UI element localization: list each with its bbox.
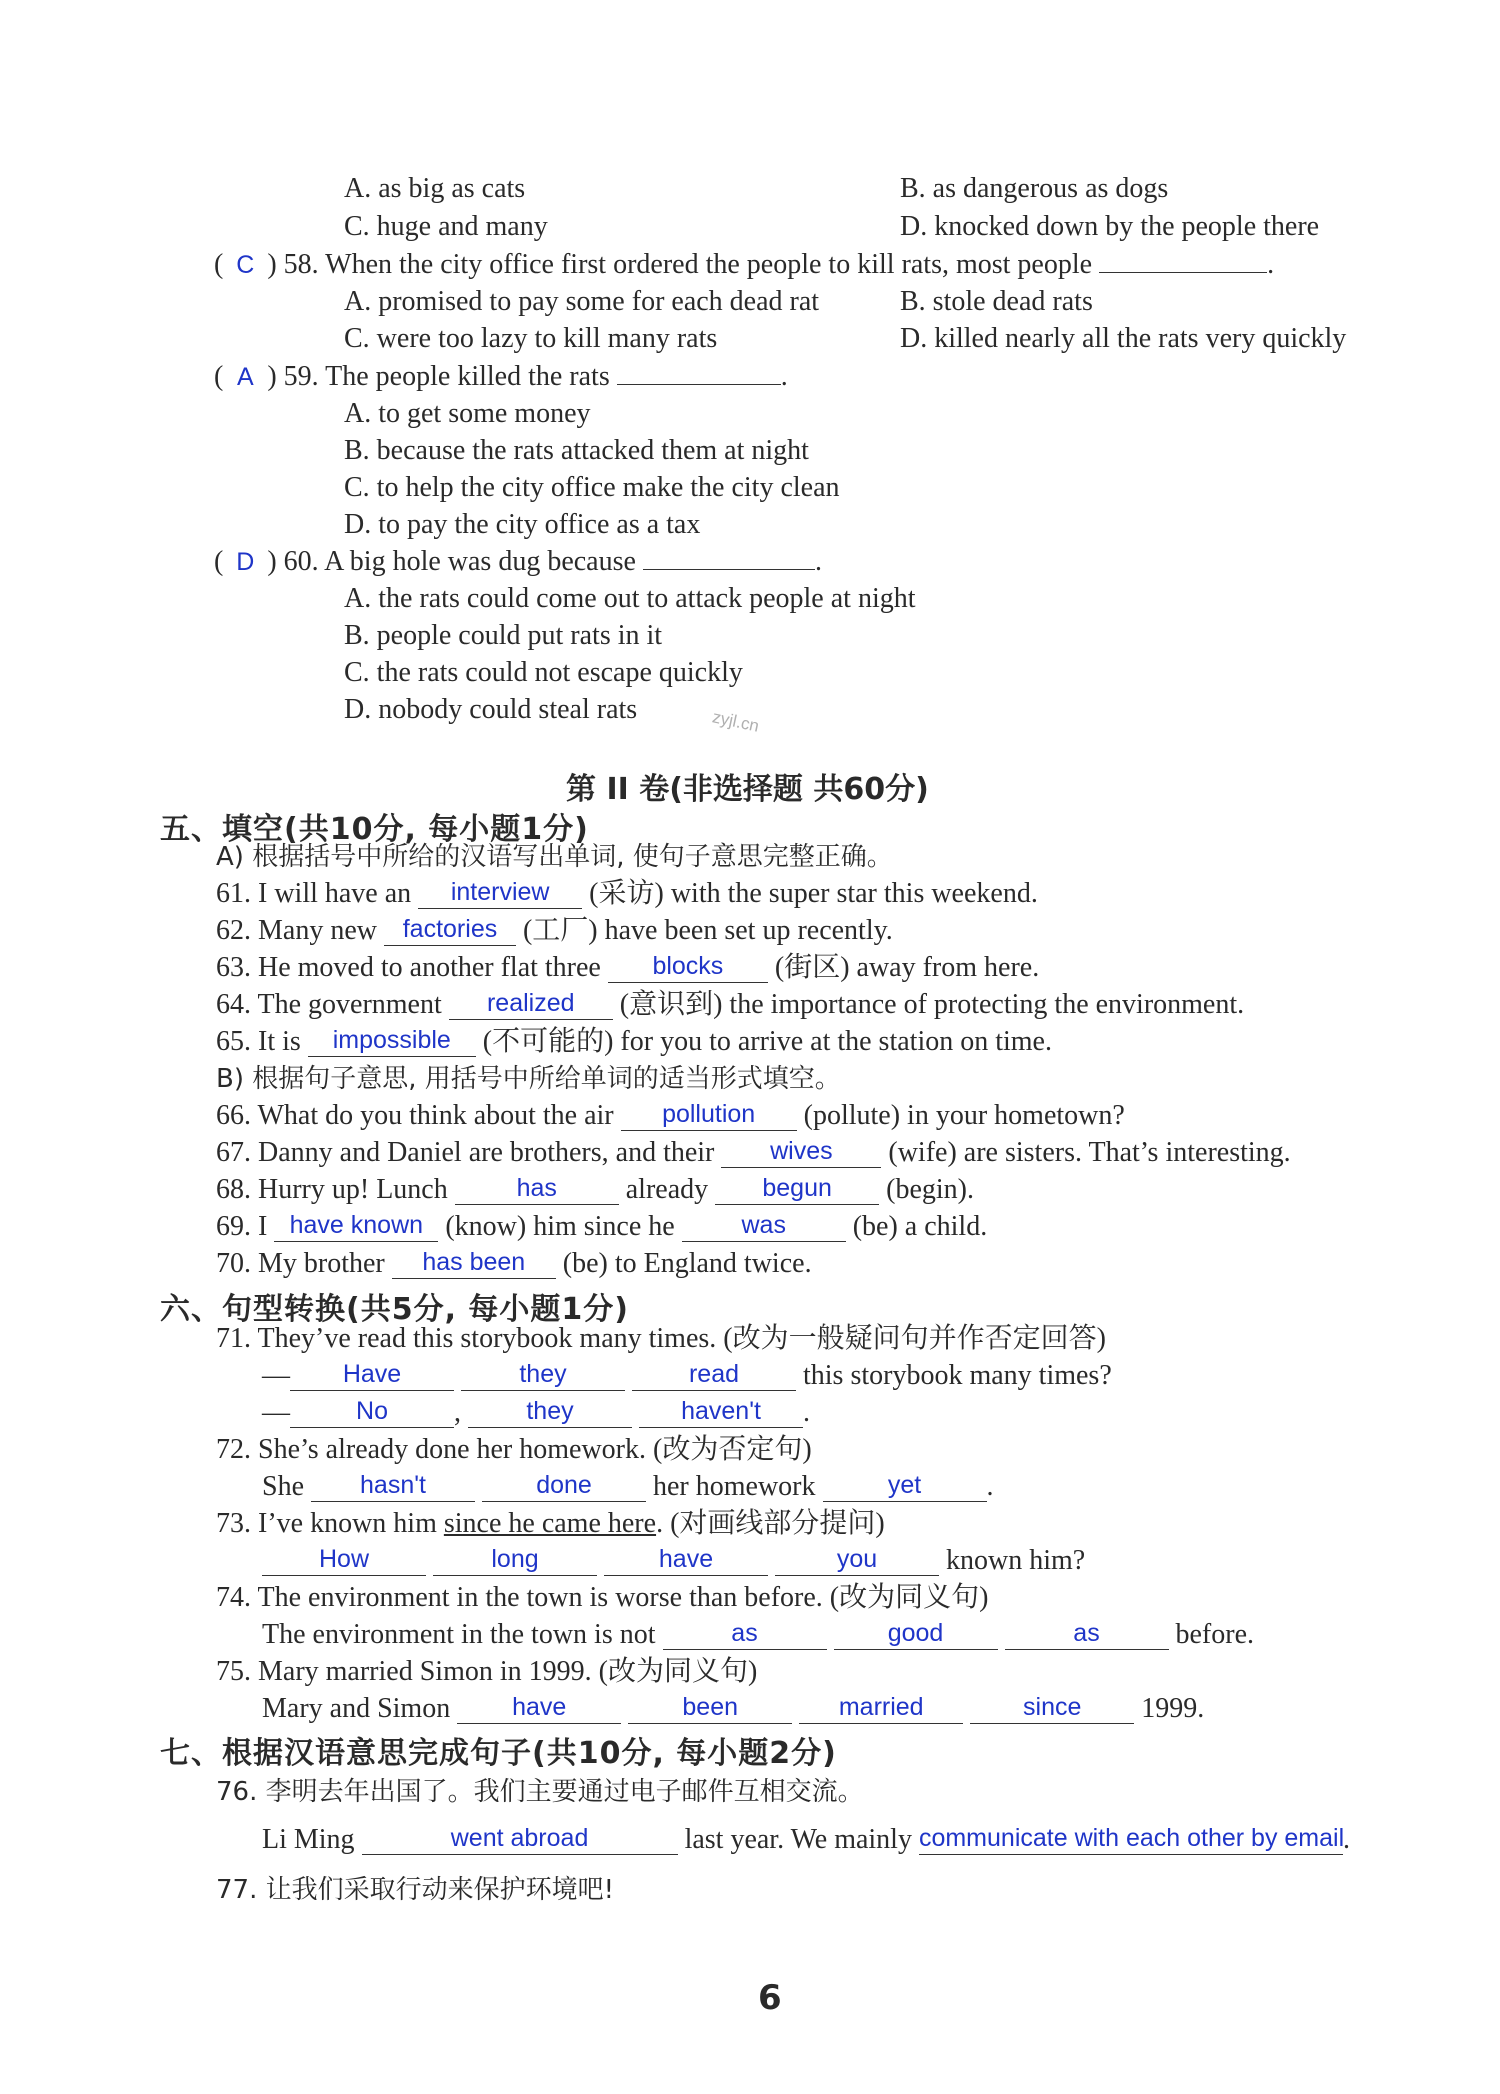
q63-answer: blocks [652, 952, 724, 980]
q75-answer-2: been [682, 1693, 739, 1721]
q73-answer-2: long [491, 1545, 539, 1573]
question-70: 70. My brother has been (be) to England twice. [216, 1248, 812, 1279]
q59-answer: A [236, 363, 254, 391]
q73-line: How long have you known him? [262, 1544, 1085, 1578]
q58-stem: 58. When the city office first ordered the people to kill rats, most people [283, 249, 1093, 280]
q58-option-d: D. killed nearly all the rats very quickly [900, 323, 1347, 354]
q59-option-c: C. to help the city office make the city clean [344, 472, 840, 503]
q59-option-a: A. to get some money [344, 398, 591, 429]
part-2-title: 第 II 卷(非选择题 共60分) [566, 772, 929, 807]
q60-stem: 60. A big hole was dug because [283, 546, 636, 577]
q71-answer-3: read [688, 1360, 740, 1388]
question-64: 64. The government realized (意识到) the importance of protecting the environment. [216, 989, 1245, 1020]
q74-stem: 74. The environment in the town is worse than before. (改为同义句) [216, 1582, 989, 1613]
q57-option-b: B. as dangerous as dogs [900, 173, 1169, 204]
q71-answer-line: — No , they haven't . [262, 1397, 810, 1428]
q61-answer: interview [450, 878, 550, 906]
q65-answer: impossible [332, 1026, 451, 1054]
q68-answer-2: begun [762, 1174, 832, 1202]
q60-option-c: C. the rats could not escape quickly [344, 657, 743, 688]
q58-option-b: B. stole dead rats [900, 286, 1093, 317]
q76-line: Li Ming went abroad last year. We mainly communicate with each other by email. [262, 1824, 1350, 1855]
question-68: 68. Hurry up! Lunch has already begun (begin). [216, 1174, 974, 1205]
q71-answer-6: haven't [681, 1397, 761, 1425]
q57-option-c: C. huge and many [344, 211, 548, 242]
q71-answer-2: they [519, 1360, 567, 1388]
q60-answer: D [236, 548, 255, 576]
q74-answer-3: as [1073, 1619, 1100, 1647]
q60-option-d: D. nobody could steal rats [344, 694, 638, 725]
section-7-title: 七、根据汉语意思完成句子(共10分, 每小题2分) [160, 1736, 837, 1771]
q73-answer-3: have [658, 1545, 714, 1573]
watermark: zyjl.cn [710, 707, 761, 736]
q58-option-a: A. promised to pay some for each dead rat [344, 286, 820, 317]
q59-option-d: D. to pay the city office as a tax [344, 509, 701, 540]
q60-blank [643, 569, 815, 570]
q73-answer-4: you [836, 1545, 878, 1573]
q76-answer-2: communicate with each other by email [918, 1824, 1345, 1852]
q72-answer-1: hasn't [360, 1471, 426, 1499]
section-6-title: 六、句型转换(共5分, 每小题1分) [160, 1292, 630, 1327]
q75-answer-3: married [838, 1693, 924, 1721]
q75-stem: 75. Mary married Simon in 1999. (改为同义句) [216, 1656, 758, 1687]
question-61: 61. I will have an interview (采访) with the super star this weekend. [216, 878, 1038, 909]
q71-question-line: — Have they read this storybook many times? [262, 1360, 1112, 1391]
q73-stem: 73. I’ve known him since he came here. (对画线部分提问) [216, 1508, 885, 1539]
q72-stem: 72. She’s already done her homework. (改为否定句) [216, 1434, 812, 1465]
q69-answer-1: have known [289, 1211, 424, 1239]
q66-answer: pollution [662, 1100, 756, 1128]
q57-option-d: D. knocked down by the people there [900, 211, 1320, 242]
question-62: 62. Many new factories (工厂) have been set up recently. [216, 915, 893, 946]
q58-blank [1099, 272, 1267, 273]
q76-answer-1: went abroad [450, 1824, 589, 1852]
q73-answer-1: How [318, 1545, 369, 1573]
q59-blank [617, 384, 781, 385]
q75-line: Mary and Simon have been married since 1999. [262, 1693, 1205, 1724]
q72-answer-3: yet [887, 1471, 922, 1499]
q68-answer-1: has [516, 1174, 557, 1202]
section-5a-instruction: A) 根据括号中所给的汉语写出单词, 使句子意思完整正确。 [216, 842, 893, 872]
question-65: 65. It is impossible (不可能的) for you to arrive at the station on time. [216, 1026, 1052, 1057]
q72-line: She hasn't done her homework yet . [262, 1471, 994, 1502]
page-number: 6 [758, 1978, 782, 2018]
question-59: ( A ) 59. The people killed the rats . [214, 361, 788, 392]
section-5b-instruction: B) 根据句子意思, 用括号中所给单词的适当形式填空。 [216, 1064, 841, 1094]
q71-answer-5: they [526, 1397, 574, 1425]
question-69: 69. I have known (know) him since he was (be) a child. [216, 1211, 988, 1242]
q60-option-a: A. the rats could come out to attack people at night [344, 583, 916, 614]
q69-answer-2: was [741, 1211, 786, 1239]
q74-line: The environment in the town is not as good as before. [262, 1619, 1255, 1650]
q72-answer-2: done [536, 1471, 592, 1499]
q71-stem: 71. They’ve read this storybook many times. (改为一般疑问句并作否定回答) [216, 1323, 1106, 1354]
q70-answer: has been [422, 1248, 526, 1276]
q75-answer-4: since [1023, 1693, 1082, 1721]
question-60: ( D ) 60. A big hole was dug because . [214, 546, 822, 577]
q58-option-c: C. were too lazy to kill many rats [344, 323, 718, 354]
question-67: 67. Danny and Daniel are brothers, and their wives (wife) are sisters. That’s interesting. [216, 1137, 1291, 1168]
question-63: 63. He moved to another flat three blocks (街区) away from here. [216, 952, 1040, 983]
q77-stem: 77. 让我们采取行动来保护环境吧! [216, 1875, 615, 1905]
q74-answer-1: as [731, 1619, 758, 1647]
q62-answer: factories [402, 915, 498, 943]
q75-answer-1: have [512, 1693, 567, 1721]
q73-underlined-part: since he came here [443, 1508, 657, 1539]
q64-answer: realized [486, 989, 575, 1017]
q59-option-b: B. because the rats attacked them at night [344, 435, 809, 466]
q59-stem: 59. The people killed the rats [283, 361, 610, 392]
q57-option-a: A. as big as cats [344, 173, 526, 204]
q74-answer-2: good [887, 1619, 944, 1647]
q71-answer-4: No [356, 1397, 388, 1425]
question-58: ( C ) 58. When the city office first ordered the people to kill rats, most people . [214, 249, 1275, 280]
section-5-title: 五、填空(共10分, 每小题1分) [160, 812, 589, 847]
q67-answer: wives [770, 1137, 833, 1165]
question-66: 66. What do you think about the air pollution (pollute) in your hometown? [216, 1100, 1125, 1131]
q60-option-b: B. people could put rats in it [344, 620, 663, 651]
q76-stem: 76. 李明去年出国了。我们主要通过电子邮件互相交流。 [216, 1777, 864, 1807]
q58-answer: C [236, 251, 255, 279]
q71-answer-1: Have [342, 1360, 402, 1388]
